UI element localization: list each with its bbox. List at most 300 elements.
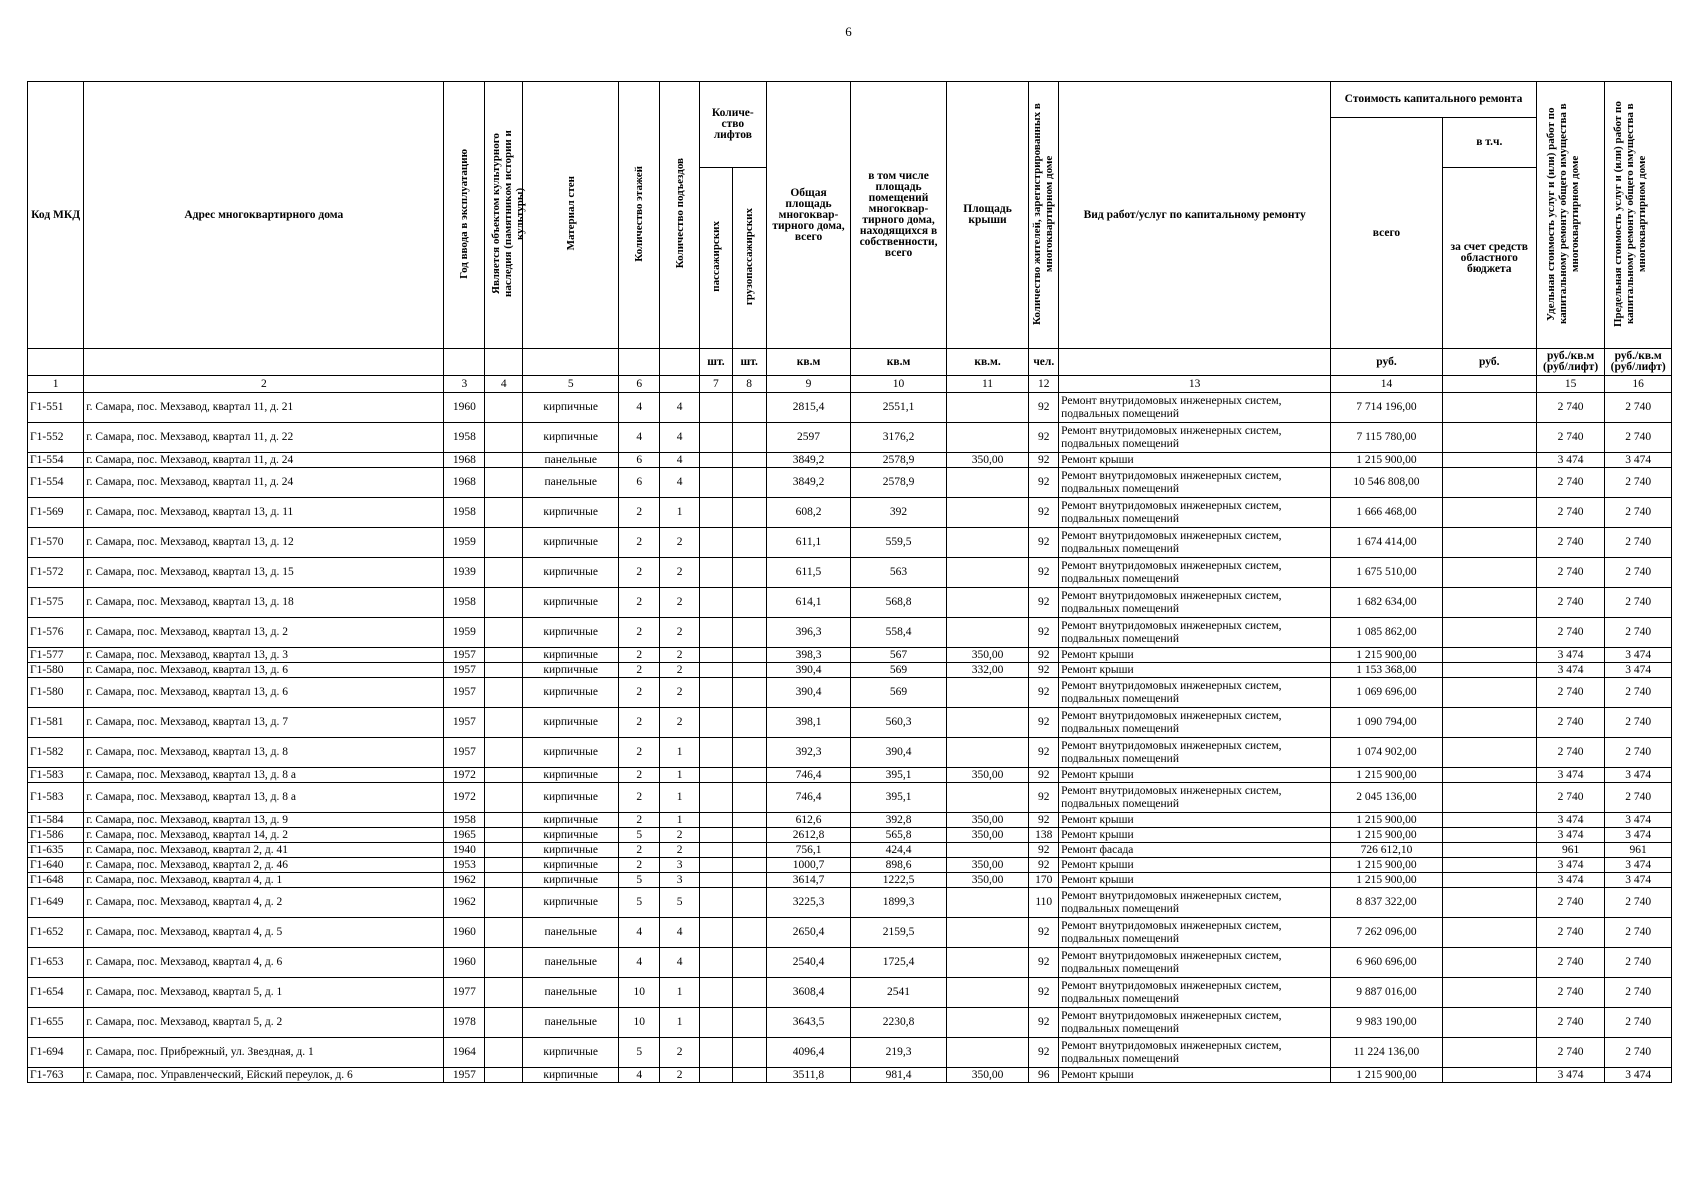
table-row (28, 393, 1672, 423)
row-total-area: 390,4 (766, 678, 851, 708)
header-work-type: Вид работ/услуг по капитальному ремонту (1059, 82, 1331, 349)
row-work-type: Ремонт внутридомовых инженерных систем, подвальных помещений (1059, 468, 1331, 498)
col-number: 14 (1331, 376, 1443, 393)
row-address: г. Самара, пос. Мехзавод, квартал 11, д. 24 (84, 468, 444, 498)
row-roof-area (946, 888, 1029, 918)
table-row (28, 858, 1672, 873)
row-max-cost: 2 740 (1605, 528, 1672, 558)
row-material: кирпичные (523, 858, 619, 873)
row-year: 1958 (444, 498, 485, 528)
row-entrances: 4 (660, 423, 700, 453)
row-address: г. Самара, пос. Мехзавод, квартал 5, д. 2 (84, 1008, 444, 1038)
row-year: 1978 (444, 1008, 485, 1038)
table-row (28, 1038, 1672, 1068)
row-roof-area: 350,00 (946, 1068, 1029, 1083)
row-residents: 92 (1029, 978, 1059, 1008)
row-residents: 92 (1029, 468, 1059, 498)
row-floors: 2 (619, 858, 660, 873)
row-material: кирпичные (523, 783, 619, 813)
row-total-area: 614,1 (766, 588, 851, 618)
row-address: г. Самара, пос. Мехзавод, квартал 13, д. 9 (84, 813, 444, 828)
row-address: г. Самара, пос. Мехзавод, квартал 11, д. 22 (84, 423, 444, 453)
row-entrances: 1 (660, 498, 700, 528)
row-code: Г1-582 (28, 738, 84, 768)
row-year: 1960 (444, 918, 485, 948)
header-total-area: Общая площадь многоквар-тирного дома, всего (766, 82, 851, 349)
row-address: г. Самара, пос. Мехзавод, квартал 13, д. 12 (84, 528, 444, 558)
row-code: Г1-655 (28, 1008, 84, 1038)
row-material: кирпичные (523, 738, 619, 768)
header-roof-area: Площадь крыши (946, 82, 1029, 349)
row-address: г. Самара, пос. Мехзавод, квартал 13, д. 3 (84, 648, 444, 663)
row-floors: 5 (619, 873, 660, 888)
row-owned-area: 390,4 (851, 738, 946, 768)
row-max-cost: 2 740 (1605, 678, 1672, 708)
row-entrances: 2 (660, 618, 700, 648)
row-floors: 2 (619, 648, 660, 663)
row-residents: 92 (1029, 738, 1059, 768)
row-max-cost: 3 474 (1605, 813, 1672, 828)
row-cost-total: 1 069 696,00 (1331, 678, 1443, 708)
row-code: Г1-552 (28, 423, 84, 453)
col-number: 3 (444, 376, 485, 393)
header-lifts-passenger: пассажирских (709, 221, 722, 292)
table-row (28, 588, 1672, 618)
header-owned-area: в том числе площадь помещений многоквар-тирного дома, находящихся в собственности, всего (851, 82, 946, 349)
col-number: 12 (1029, 376, 1059, 393)
row-year: 1957 (444, 1068, 485, 1083)
row-total-area: 3608,4 (766, 978, 851, 1008)
row-code: Г1-635 (28, 843, 84, 858)
row-cost-total: 1 215 900,00 (1331, 648, 1443, 663)
col-number: 10 (851, 376, 946, 393)
row-floors: 2 (619, 768, 660, 783)
row-entrances: 1 (660, 768, 700, 783)
row-max-cost: 2 740 (1605, 738, 1672, 768)
row-work-type: Ремонт внутридомовых инженерных систем, подвальных помещений (1059, 618, 1331, 648)
row-work-type: Ремонт внутридомовых инженерных систем, подвальных помещений (1059, 978, 1331, 1008)
row-total-area: 3511,8 (766, 1068, 851, 1083)
row-floors: 10 (619, 978, 660, 1008)
row-owned-area: 2578,9 (851, 468, 946, 498)
row-year: 1962 (444, 873, 485, 888)
table-row (28, 648, 1672, 663)
row-max-cost: 2 740 (1605, 423, 1672, 453)
row-code: Г1-570 (28, 528, 84, 558)
row-owned-area: 2159,5 (851, 918, 946, 948)
row-cost-total: 1 215 900,00 (1331, 828, 1443, 843)
row-year: 1958 (444, 588, 485, 618)
row-unit-cost: 2 740 (1536, 588, 1605, 618)
row-code: Г1-577 (28, 648, 84, 663)
row-floors: 10 (619, 1008, 660, 1038)
row-residents: 92 (1029, 708, 1059, 738)
row-total-area: 3849,2 (766, 468, 851, 498)
row-total-area: 746,4 (766, 768, 851, 783)
header-cost-group: Стоимость капитального ремонта (1331, 82, 1537, 118)
row-owned-area: 395,1 (851, 783, 946, 813)
row-unit-cost: 2 740 (1536, 423, 1605, 453)
row-roof-area (946, 393, 1029, 423)
row-max-cost: 2 740 (1605, 888, 1672, 918)
row-material: панельные (523, 453, 619, 468)
row-entrances: 4 (660, 948, 700, 978)
row-work-type: Ремонт крыши (1059, 873, 1331, 888)
row-max-cost: 3 474 (1605, 828, 1672, 843)
row-floors: 2 (619, 738, 660, 768)
row-code: Г1-652 (28, 918, 84, 948)
row-floors: 6 (619, 453, 660, 468)
header-code: Код МКД (28, 82, 84, 349)
row-roof-area (946, 618, 1029, 648)
row-floors: 2 (619, 663, 660, 678)
row-owned-area: 559,5 (851, 528, 946, 558)
row-year: 1953 (444, 858, 485, 873)
row-total-area: 396,3 (766, 618, 851, 648)
row-work-type: Ремонт крыши (1059, 828, 1331, 843)
row-material: кирпичные (523, 843, 619, 858)
row-cost-total: 7 262 096,00 (1331, 918, 1443, 948)
header-max-cost: Предельная стоимость услуг и (или) работ по капитальному ремонту общего имущества в многоквартирном доме (1612, 100, 1649, 327)
row-address: г. Самара, пос. Мехзавод, квартал 2, д. 46 (84, 858, 444, 873)
row-owned-area: 1899,3 (851, 888, 946, 918)
row-total-area: 608,2 (766, 498, 851, 528)
row-max-cost: 2 740 (1605, 558, 1672, 588)
row-floors: 2 (619, 813, 660, 828)
row-owned-area: 569 (851, 663, 946, 678)
row-unit-cost: 3 474 (1536, 768, 1605, 783)
row-residents: 96 (1029, 1068, 1059, 1083)
row-work-type: Ремонт крыши (1059, 1068, 1331, 1083)
row-residents: 92 (1029, 948, 1059, 978)
row-owned-area: 1222,5 (851, 873, 946, 888)
table-row (28, 843, 1672, 858)
row-code: Г1-580 (28, 663, 84, 678)
row-year: 1957 (444, 738, 485, 768)
row-year: 1968 (444, 468, 485, 498)
row-work-type: Ремонт внутридомовых инженерных систем, подвальных помещений (1059, 1038, 1331, 1068)
row-material: кирпичные (523, 873, 619, 888)
capital-repair-register-table (27, 81, 1672, 1083)
table-row (28, 453, 1672, 468)
row-residents: 92 (1029, 393, 1059, 423)
row-unit-cost: 3 474 (1536, 1068, 1605, 1083)
table-row (28, 828, 1672, 843)
col-number: 2 (84, 376, 444, 393)
row-owned-area: 563 (851, 558, 946, 588)
row-owned-area: 424,4 (851, 843, 946, 858)
row-roof-area (946, 678, 1029, 708)
row-total-area: 3614,7 (766, 873, 851, 888)
row-roof-area (946, 978, 1029, 1008)
row-owned-area: 219,3 (851, 1038, 946, 1068)
row-roof-area: 350,00 (946, 648, 1029, 663)
row-owned-area: 560,3 (851, 708, 946, 738)
row-material: панельные (523, 918, 619, 948)
row-max-cost: 2 740 (1605, 588, 1672, 618)
row-material: панельные (523, 948, 619, 978)
row-entrances: 4 (660, 918, 700, 948)
row-material: панельные (523, 468, 619, 498)
row-address: г. Самара, пос. Мехзавод, квартал 4, д. 6 (84, 948, 444, 978)
table-row (28, 1008, 1672, 1038)
row-unit-cost: 961 (1536, 843, 1605, 858)
unit-sqm: кв.м (851, 349, 946, 376)
row-unit-cost: 3 474 (1536, 648, 1605, 663)
row-roof-area (946, 498, 1029, 528)
table-row (28, 948, 1672, 978)
row-work-type: Ремонт крыши (1059, 858, 1331, 873)
row-residents: 92 (1029, 768, 1059, 783)
row-entrances: 2 (660, 828, 700, 843)
row-total-area: 398,3 (766, 648, 851, 663)
row-residents: 92 (1029, 1008, 1059, 1038)
row-total-area: 612,6 (766, 813, 851, 828)
row-entrances: 2 (660, 1068, 700, 1083)
row-material: кирпичные (523, 393, 619, 423)
header-lifts-freight: грузопассажирских (743, 207, 756, 306)
row-total-area: 611,1 (766, 528, 851, 558)
row-max-cost: 961 (1605, 843, 1672, 858)
unit-pcs: шт. (732, 349, 766, 376)
row-roof-area (946, 918, 1029, 948)
row-work-type: Ремонт внутридомовых инженерных систем, подвальных помещений (1059, 393, 1331, 423)
row-material: кирпичные (523, 528, 619, 558)
row-year: 1962 (444, 888, 485, 918)
header-cost-regional: за счет средств областного бюджета (1442, 168, 1536, 349)
page-number: 6 (845, 24, 852, 39)
row-code: Г1-640 (28, 858, 84, 873)
row-address: г. Самара, пос. Мехзавод, квартал 13, д. 2 (84, 618, 444, 648)
table-row (28, 678, 1672, 708)
row-roof-area: 350,00 (946, 813, 1029, 828)
row-address: г. Самара, пос. Мехзавод, квартал 13, д. 6 (84, 663, 444, 678)
row-year: 1964 (444, 1038, 485, 1068)
row-work-type: Ремонт внутридомовых инженерных систем, подвальных помещений (1059, 948, 1331, 978)
row-residents: 92 (1029, 1038, 1059, 1068)
row-unit-cost: 3 474 (1536, 663, 1605, 678)
row-total-area: 2597 (766, 423, 851, 453)
row-cost-total: 8 837 322,00 (1331, 888, 1443, 918)
row-floors: 4 (619, 948, 660, 978)
row-residents: 92 (1029, 663, 1059, 678)
row-code: Г1-551 (28, 393, 84, 423)
row-year: 1957 (444, 678, 485, 708)
row-residents: 92 (1029, 528, 1059, 558)
row-floors: 4 (619, 423, 660, 453)
row-roof-area: 350,00 (946, 858, 1029, 873)
col-number: 11 (946, 376, 1029, 393)
row-floors: 5 (619, 888, 660, 918)
row-cost-total: 1 674 414,00 (1331, 528, 1443, 558)
table-row (28, 558, 1672, 588)
row-work-type: Ремонт внутридомовых инженерных систем, подвальных помещений (1059, 528, 1331, 558)
row-max-cost: 2 740 (1605, 468, 1672, 498)
row-unit-cost: 2 740 (1536, 498, 1605, 528)
row-floors: 5 (619, 828, 660, 843)
row-code: Г1-580 (28, 678, 84, 708)
row-cost-total: 726 612,10 (1331, 843, 1443, 858)
col-number: 13 (1059, 376, 1331, 393)
row-max-cost: 3 474 (1605, 768, 1672, 783)
col-number: 5 (523, 376, 619, 393)
row-residents: 170 (1029, 873, 1059, 888)
row-address: г. Самара, пос. Мехзавод, квартал 13, д. 8 а (84, 783, 444, 813)
col-number: 9 (766, 376, 851, 393)
row-roof-area (946, 423, 1029, 453)
row-roof-area (946, 528, 1029, 558)
row-entrances: 1 (660, 813, 700, 828)
col-number: 16 (1605, 376, 1672, 393)
row-work-type: Ремонт фасада (1059, 843, 1331, 858)
header-cost-incl: в т.ч. (1442, 118, 1536, 168)
row-address: г. Самара, пос. Мехзавод, квартал 5, д. 1 (84, 978, 444, 1008)
row-code: Г1-584 (28, 813, 84, 828)
row-year: 1968 (444, 453, 485, 468)
row-work-type: Ремонт крыши (1059, 768, 1331, 783)
header-unit-cost: Удельная стоимость услуг и (или) работ по капитальному ремонту общего имущества в многоквартирном доме (1544, 103, 1581, 324)
row-residents: 92 (1029, 843, 1059, 858)
header-floors: Количество этажей (633, 165, 646, 262)
row-unit-cost: 2 740 (1536, 528, 1605, 558)
row-roof-area: 350,00 (946, 768, 1029, 783)
row-work-type: Ремонт крыши (1059, 648, 1331, 663)
row-material: кирпичные (523, 663, 619, 678)
row-address: г. Самара, пос. Мехзавод, квартал 4, д. 2 (84, 888, 444, 918)
row-residents: 92 (1029, 453, 1059, 468)
row-max-cost: 3 474 (1605, 453, 1672, 468)
row-work-type: Ремонт внутридомовых инженерных систем, подвальных помещений (1059, 498, 1331, 528)
row-roof-area (946, 948, 1029, 978)
row-total-area: 2540,4 (766, 948, 851, 978)
row-address: г. Самара, пос. Мехзавод, квартал 2, д. 41 (84, 843, 444, 858)
table-row (28, 768, 1672, 783)
row-total-area: 746,4 (766, 783, 851, 813)
table-row (28, 423, 1672, 453)
row-max-cost: 3 474 (1605, 648, 1672, 663)
row-work-type: Ремонт крыши (1059, 663, 1331, 678)
row-roof-area (946, 738, 1029, 768)
row-code: Г1-653 (28, 948, 84, 978)
row-code: Г1-694 (28, 1038, 84, 1068)
row-floors: 2 (619, 558, 660, 588)
row-year: 1959 (444, 618, 485, 648)
row-material: панельные (523, 1008, 619, 1038)
row-cost-total: 1 682 634,00 (1331, 588, 1443, 618)
row-work-type: Ремонт внутридомовых инженерных систем, подвальных помещений (1059, 558, 1331, 588)
row-year: 1957 (444, 708, 485, 738)
row-max-cost: 2 740 (1605, 1008, 1672, 1038)
row-unit-cost: 2 740 (1536, 888, 1605, 918)
row-year: 1977 (444, 978, 485, 1008)
row-roof-area (946, 1038, 1029, 1068)
row-material: кирпичные (523, 558, 619, 588)
row-max-cost: 2 740 (1605, 618, 1672, 648)
row-work-type: Ремонт внутридомовых инженерных систем, подвальных помещений (1059, 678, 1331, 708)
row-unit-cost: 2 740 (1536, 618, 1605, 648)
row-total-area: 4096,4 (766, 1038, 851, 1068)
row-code: Г1-654 (28, 978, 84, 1008)
row-owned-area: 392,8 (851, 813, 946, 828)
row-cost-total: 1 215 900,00 (1331, 768, 1443, 783)
row-code: Г1-763 (28, 1068, 84, 1083)
unit-pcs: шт. (700, 349, 733, 376)
row-owned-area: 3176,2 (851, 423, 946, 453)
row-owned-area: 565,8 (851, 828, 946, 843)
row-max-cost: 2 740 (1605, 918, 1672, 948)
row-entrances: 2 (660, 708, 700, 738)
row-unit-cost: 2 740 (1536, 1008, 1605, 1038)
row-material: кирпичные (523, 768, 619, 783)
row-cost-total: 1 074 902,00 (1331, 738, 1443, 768)
unit-rub-sqm: руб./кв.м (руб/лифт) (1536, 349, 1605, 376)
row-work-type: Ремонт крыши (1059, 813, 1331, 828)
row-cost-total: 1 215 900,00 (1331, 453, 1443, 468)
unit-people: чел. (1029, 349, 1059, 376)
row-cost-total: 7 714 196,00 (1331, 393, 1443, 423)
row-max-cost: 3 474 (1605, 663, 1672, 678)
row-total-area: 2612,8 (766, 828, 851, 843)
row-residents: 92 (1029, 813, 1059, 828)
row-owned-area: 569 (851, 678, 946, 708)
row-unit-cost: 2 740 (1536, 978, 1605, 1008)
row-floors: 2 (619, 498, 660, 528)
row-max-cost: 3 474 (1605, 858, 1672, 873)
row-address: г. Самара, пос. Мехзавод, квартал 13, д. 18 (84, 588, 444, 618)
row-entrances: 2 (660, 558, 700, 588)
table-row (28, 738, 1672, 768)
row-floors: 5 (619, 1038, 660, 1068)
row-unit-cost: 2 740 (1536, 708, 1605, 738)
col-number: 7 (700, 376, 733, 393)
row-work-type: Ремонт внутридомовых инженерных систем, подвальных помещений (1059, 783, 1331, 813)
row-total-area: 3849,2 (766, 453, 851, 468)
row-owned-area: 2578,9 (851, 453, 946, 468)
header-residents: Количество жителей, зарегистрированных в многоквартирном доме (1031, 102, 1056, 325)
row-entrances: 1 (660, 738, 700, 768)
row-code: Г1-649 (28, 888, 84, 918)
row-address: г. Самара, пос. Мехзавод, квартал 4, д. 1 (84, 873, 444, 888)
row-total-area: 398,1 (766, 708, 851, 738)
row-material: кирпичные (523, 1068, 619, 1083)
row-year: 1960 (444, 948, 485, 978)
row-floors: 2 (619, 588, 660, 618)
unit-sqm: кв.м (766, 349, 851, 376)
row-entrances: 3 (660, 873, 700, 888)
row-year: 1957 (444, 663, 485, 678)
row-owned-area: 2230,8 (851, 1008, 946, 1038)
col-number: 6 (619, 376, 660, 393)
row-roof-area: 350,00 (946, 873, 1029, 888)
row-code: Г1-583 (28, 783, 84, 813)
row-residents: 92 (1029, 498, 1059, 528)
row-cost-total: 9 983 190,00 (1331, 1008, 1443, 1038)
row-unit-cost: 3 474 (1536, 813, 1605, 828)
table-row (28, 873, 1672, 888)
row-floors: 4 (619, 918, 660, 948)
row-cost-total: 1 675 510,00 (1331, 558, 1443, 588)
table-row (28, 528, 1672, 558)
row-cost-total: 2 045 136,00 (1331, 783, 1443, 813)
row-cost-total: 1 215 900,00 (1331, 858, 1443, 873)
row-address: г. Самара, пос. Мехзавод, квартал 14, д. 2 (84, 828, 444, 843)
row-max-cost: 2 740 (1605, 498, 1672, 528)
row-material: кирпичные (523, 648, 619, 663)
row-year: 1939 (444, 558, 485, 588)
row-work-type: Ремонт внутридомовых инженерных систем, подвальных помещений (1059, 708, 1331, 738)
row-residents: 92 (1029, 648, 1059, 663)
row-entrances: 2 (660, 678, 700, 708)
